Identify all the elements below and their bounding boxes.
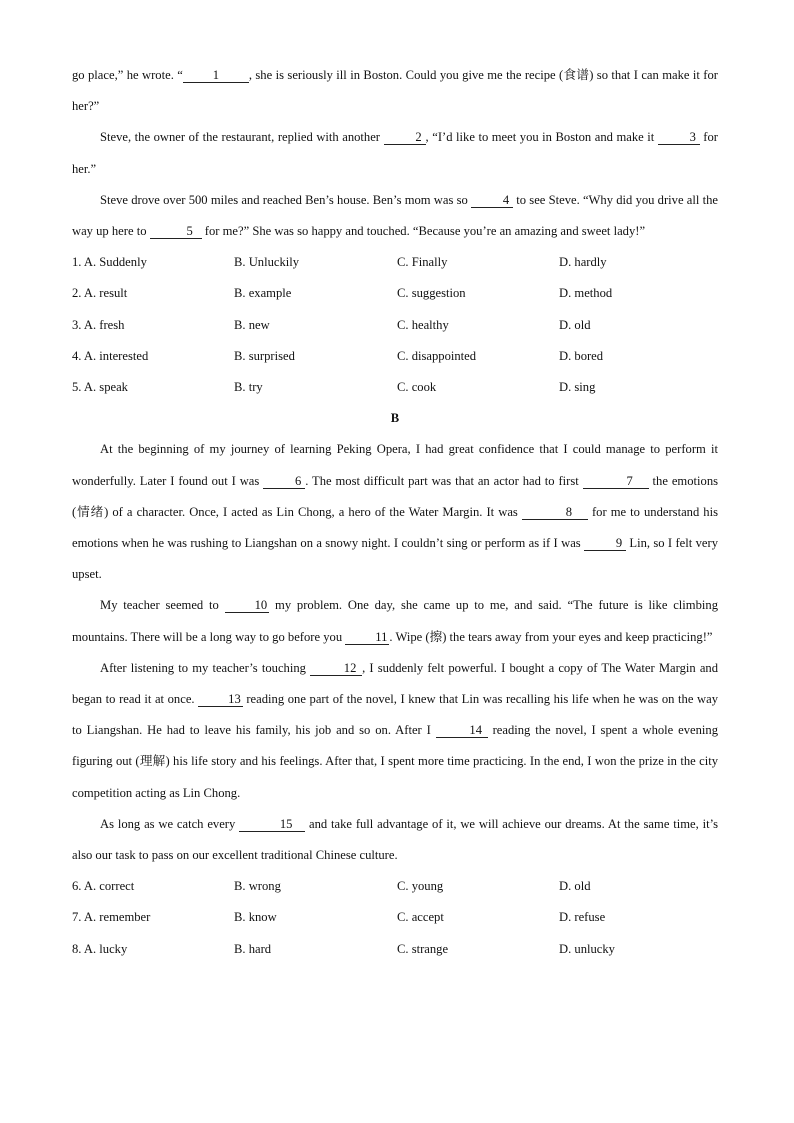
text: At the beginning of my journey of learning Peking Opera, I had great confidence that I could manage to perform it wonderfully. Later I found out I was [72,442,718,488]
text: for me to understand his emotions when he was rushing to Liangshan on a snowy night. I couldn’t sing or perform as if I was [72,504,719,550]
blank-15[interactable]: 15 [239,817,305,832]
text: for her.” [72,130,718,176]
option-row-8 [72,934,718,965]
option-row-5 [72,372,718,403]
option-3-a[interactable]: 3. A. fresh [72,317,125,332]
option-6-d[interactable]: D. old [559,879,591,894]
option-8-c[interactable]: C. strange [397,941,449,956]
text: Steve drove over 500 miles and reached Ben’s house. Ben’s mom was so [100,192,472,207]
option-row-6 [72,871,718,902]
option-5-c[interactable]: C. cook [397,379,437,394]
passage-a [72,60,718,247]
text: . Wipe (擦) the tears away from your eyes and keep practicing!” [389,629,713,644]
passage-b [72,434,718,871]
option-row-4 [72,341,718,372]
text: , “I’d like to meet you in Boston and make it [425,130,658,145]
option-1-a[interactable]: 1. A. Suddenly [72,255,147,270]
text: reading one part of the novel, I knew that Lin was recalling his life when he was on the way to Liangshan. He had to leave his family, his job and so on. After I [72,691,719,738]
blank-11[interactable]: 11 [345,630,389,645]
option-7-b[interactable]: B. know [234,910,277,925]
option-1-c[interactable]: C. Finally [397,255,448,270]
blank-6[interactable]: 6 [263,474,305,489]
section-b-title: B [390,411,400,426]
blank-8[interactable]: 8 [522,505,588,520]
option-5-d[interactable]: D. sing [559,379,596,394]
text: . The most difficult part was that an actor had to first [305,473,583,488]
passage-b-paragraph-3 [72,653,718,809]
passage-b-paragraph-2 [72,590,718,652]
option-3-d[interactable]: D. old [559,317,591,332]
option-2-a[interactable]: 2. A. result [72,286,128,301]
text: , she is seriously ill in Boston. Could you give me the recipe (食谱) so that I can make it for her?” [72,68,718,114]
option-1-b[interactable]: B. Unluckily [234,255,300,270]
text: my problem. One day, she came up to me, and said. “The future is like climbing mountains. There will be a long way to go before you [72,598,718,644]
option-4-c[interactable]: C. disappointed [397,348,477,363]
options-a [72,247,718,403]
passage-b-paragraph-4 [72,809,718,871]
text: for me?” She was so happy and touched. “Because you’re an amazing and sweet lady!” [201,224,646,239]
option-5-b[interactable]: B. try [234,379,263,394]
text: Lin, so I felt very upset. [72,535,718,582]
option-2-c[interactable]: C. suggestion [397,286,466,301]
text: reading the novel, I spent a whole evening figuring out (理解) his life story and his feelings. After that, I spent more time practicing. In the end, I won the prize in the city competition acting as Lin Chong. [72,723,718,800]
option-row-3 [72,310,718,341]
blank-9[interactable]: 9 [584,536,626,551]
text: and take full advantage of it, we will achieve our dreams. At the same time, it’s also our task to pass on our excellent traditional Chinese culture. [72,816,719,862]
option-7-a[interactable]: 7. A. remember [72,910,151,925]
option-1-d[interactable]: D. hardly [559,255,607,270]
option-6-b[interactable]: B. wrong [234,879,281,894]
passage-a-paragraph-2 [72,122,718,184]
option-2-d[interactable]: D. method [559,286,613,301]
text: After listening to my teacher’s touching [100,660,311,675]
option-5-a[interactable]: 5. A. speak [72,379,128,394]
blank-14[interactable]: 14 [436,723,488,738]
blank-10[interactable]: 10 [225,598,270,613]
passage-a-paragraph-3 [72,185,718,247]
option-8-b[interactable]: B. hard [234,941,272,956]
option-7-c[interactable]: C. accept [397,910,444,925]
worksheet-page [72,60,718,965]
text: Steve, the owner of the restaurant, replied with another [100,130,384,145]
blank-3[interactable]: 3 [658,130,700,145]
blank-7[interactable]: 7 [583,474,649,489]
option-4-a[interactable]: 4. A. interested [72,348,149,363]
option-6-a[interactable]: 6. A. correct [72,879,135,894]
option-4-d[interactable]: D. bored [559,348,604,363]
text: to see Steve. “Why did you drive all the way up here to [72,192,718,239]
option-row-1 [72,247,718,278]
blank-13[interactable]: 13 [198,692,243,707]
text: My teacher seemed to [100,598,225,613]
option-row-7 [72,902,718,933]
option-7-d[interactable]: D. refuse [559,910,606,925]
option-8-d[interactable]: D. unlucky [559,941,615,956]
text: As long as we catch every [100,816,240,831]
options-b [72,871,718,965]
passage-b-paragraph-1 [72,434,718,590]
blank-1[interactable]: 1 [183,68,249,83]
blank-2[interactable]: 2 [384,130,426,145]
text: , I suddenly felt powerful. I bought a copy of The Water Margin and began to read it at once. [72,660,719,706]
blank-12[interactable]: 12 [310,661,362,676]
text: the emotions (情绪) of a character. Once, I acted as Lin Chong, a hero of the Water Margin. It was [72,473,719,519]
blank-5[interactable]: 5 [150,224,202,239]
option-3-c[interactable]: C. healthy [397,317,449,332]
option-6-c[interactable]: C. young [397,879,444,894]
option-3-b[interactable]: B. new [234,317,270,332]
option-2-b[interactable]: B. example [234,286,292,301]
option-row-2 [72,278,718,309]
option-4-b[interactable]: B. surprised [234,348,295,363]
blank-4[interactable]: 4 [471,193,513,208]
text: go place,” he wrote. “ [72,68,183,82]
passage-a-paragraph-1 [72,60,718,122]
option-8-a[interactable]: 8. A. lucky [72,941,128,956]
